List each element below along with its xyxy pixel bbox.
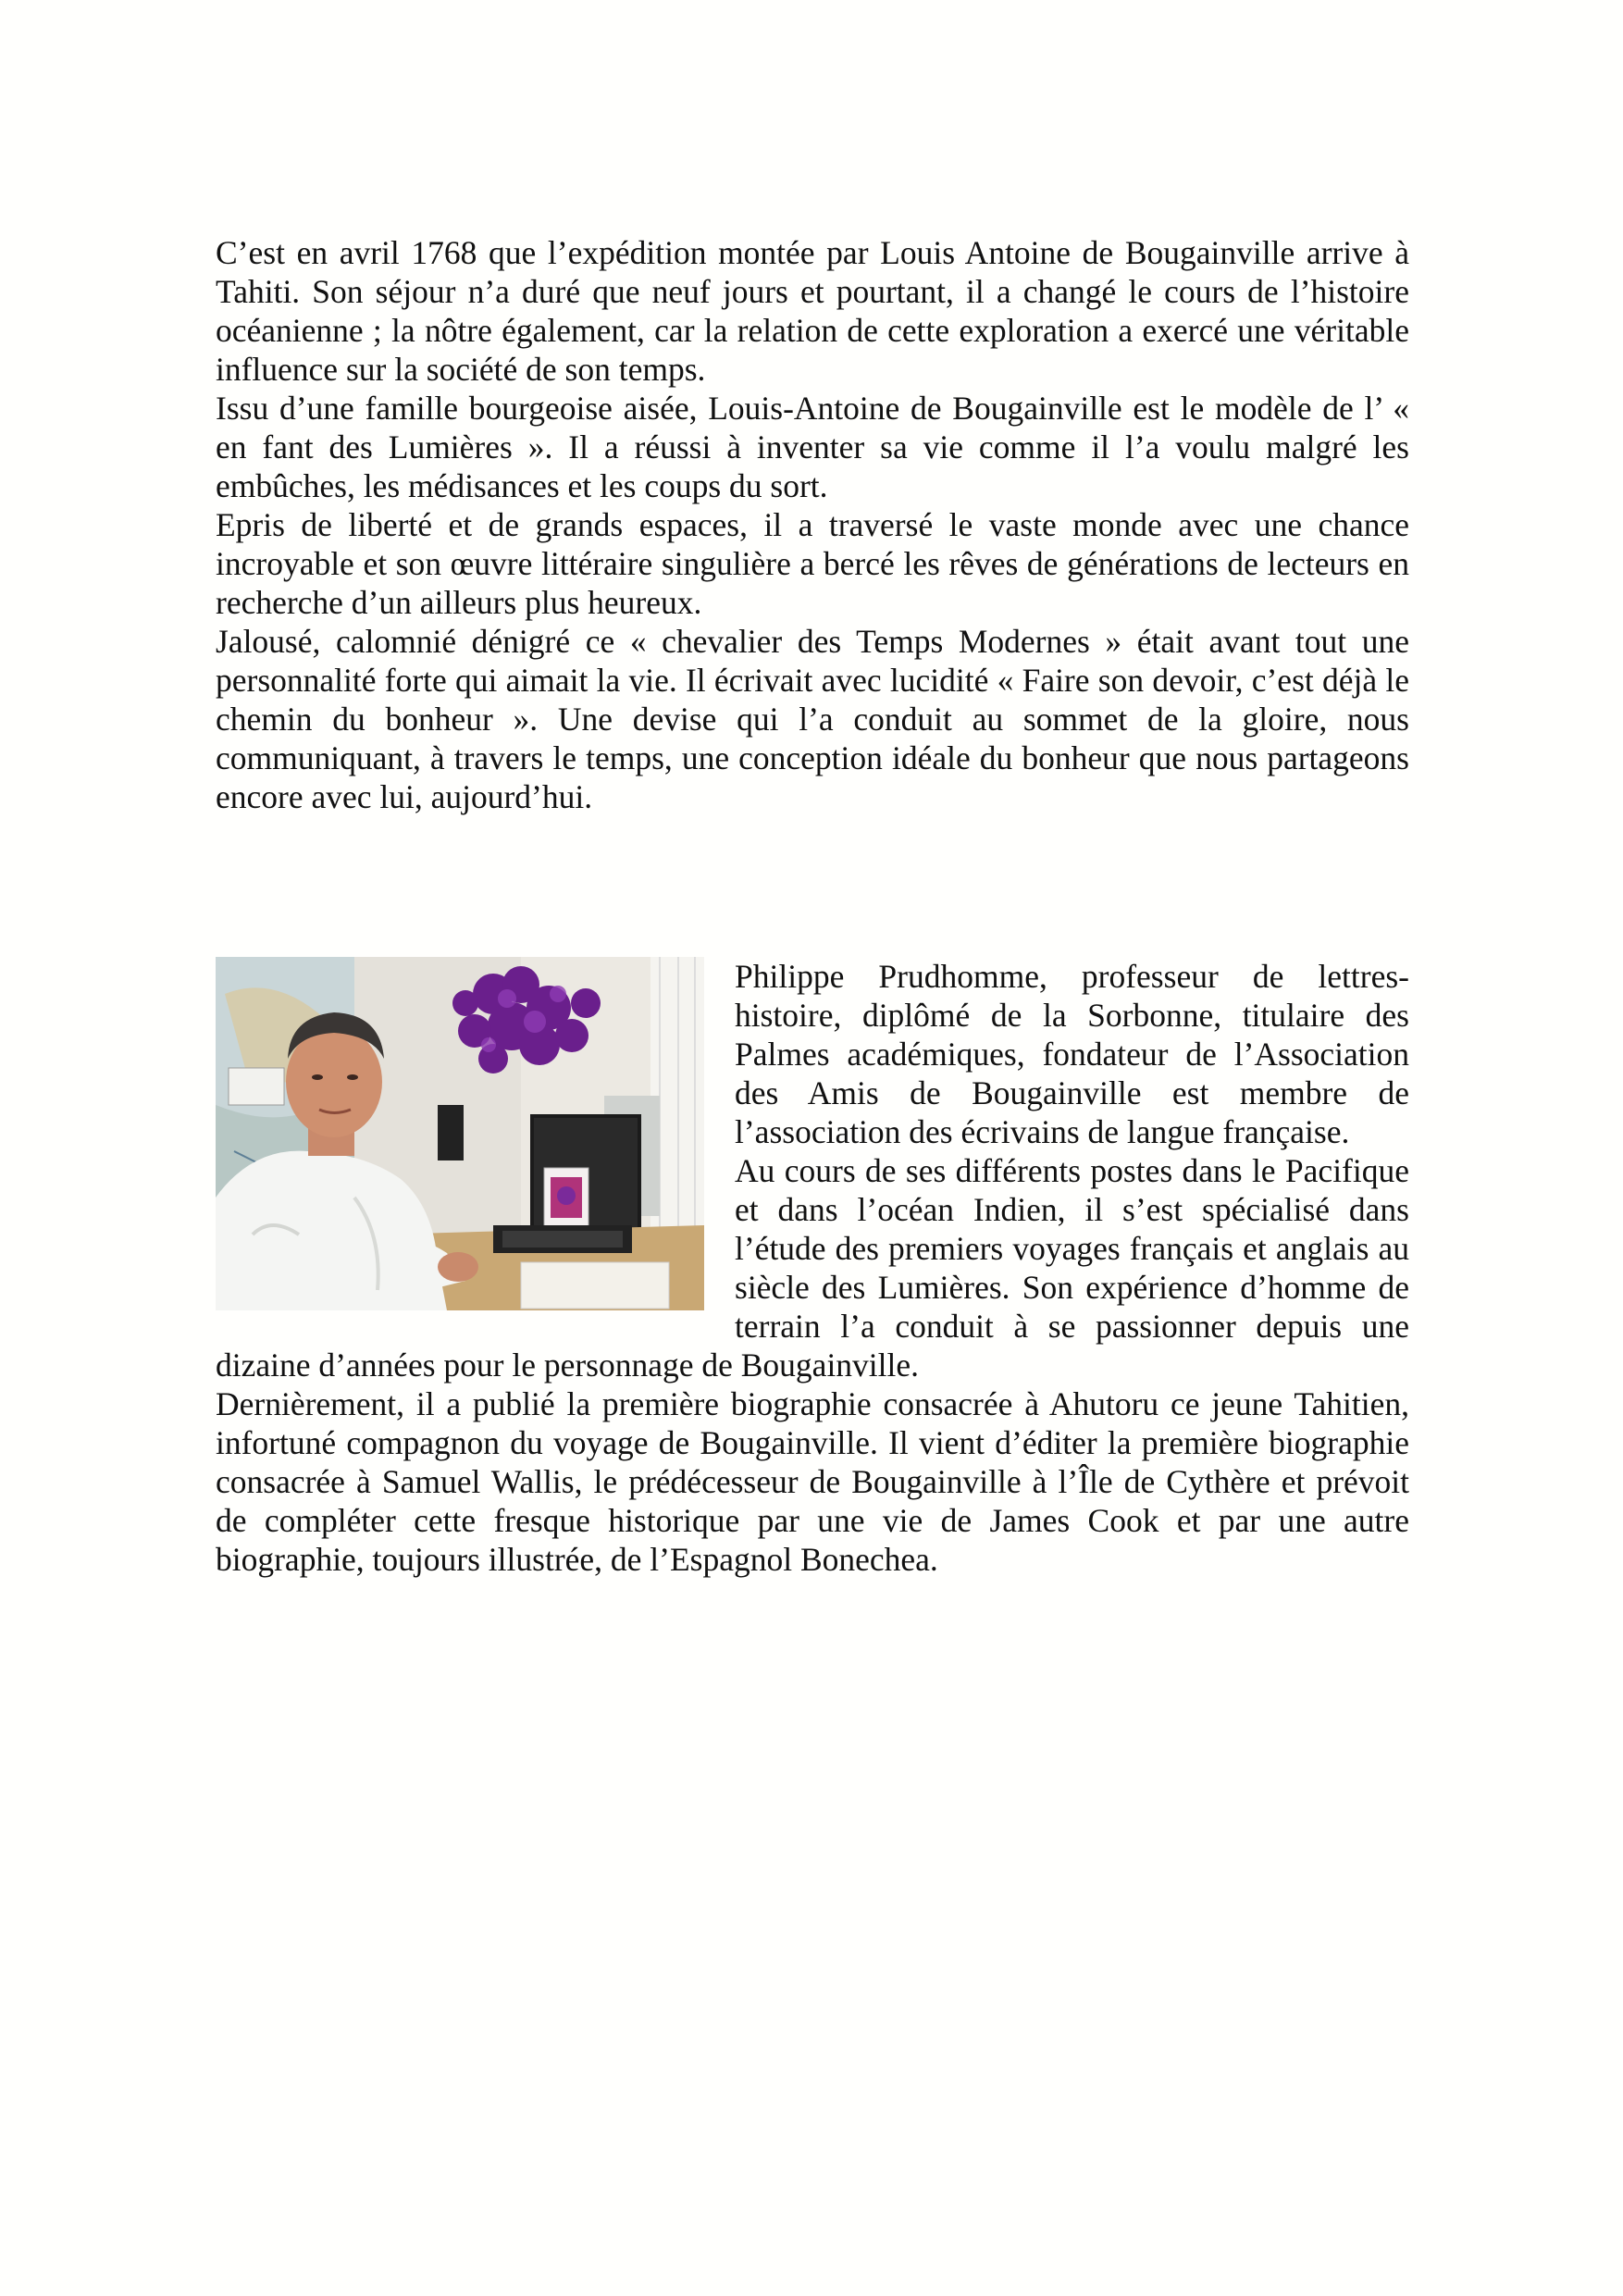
intro-paragraph-2: Issu d’une famille bourgeoise aisée, Louis-Antoine de Bougainville est le modèle de l’ « en fant des Lumières ». Il a réussi à inventer sa vie comme il l’a voulu malgré les embûches, les médisances et les coups du sort. (216, 390, 1409, 504)
intro-paragraph-1: C’est en avril 1768 que l’expédition montée par Louis Antoine de Bougainville arrive à Tahiti. Son séjour n’a duré que neuf jours et pourtant, il a changé le cours de l’histoire océanienne ; la nôtre également, car la relation de cette exploration a exercé une véritable influence sur la société de son temps. (216, 234, 1409, 388)
intro-paragraph-4: Jalousé, calomnié dénigré ce « chevalier des Temps Modernes » était avant tout une personnalité forte qui aimait la vie. Il écrivait avec lucidité « Faire son devoir, c’est déjà le chemin du bonheur ». Une devise qui l’a conduit au sommet de la gloire, nous communiquant, à travers le temps, une conception idéale du bonheur que nous partageons encore avec lui, aujourd’hui. (216, 623, 1409, 815)
intro-text (216, 233, 1409, 816)
author-paragraph-2: Au cours de ses différents postes dans le Pacifique et dans l’océan Indien, il s’est spécialisé dans l’étude des premiers voyages français et anglais au siècle des Lumières. Son expérience d’homme de terrain l’a conduit à se passionner depuis une dizaine d’années pour le personnage de Bougainville. (216, 1152, 1409, 1384)
author-photo (216, 957, 704, 1310)
author-paragraph-1: Philippe Prudhomme, professeur de lettres-histoire, diplômé de la Sorbonne, titulaire des Palmes académiques, fondateur de l’Association des Amis de Bougainville est membre de l’association des écrivains de langue française. (735, 958, 1409, 1150)
author-paragraph-3: Dernièrement, il a publié la première biographie consacrée à Ahutoru ce jeune Tahitien, infortuné compagnon du voyage de Bougainville. Il vient d’éditer la première biographie consacrée à Samuel Wallis, le prédécesseur de Bougainville à l’Île de Cythère et prévoit de compléter cette fresque historique par une vie de James Cook et par une autre biographie, toujours illustrée, de l’Espagnol Bonechea. (216, 1385, 1409, 1578)
intro-paragraph-3: Epris de liberté et de grands espaces, il a traversé le vaste monde avec une chance incroyable et son œuvre littéraire singulière a bercé les rêves de générations de lecteurs en recherche d’un ailleurs plus heureux. (216, 506, 1409, 621)
author-bio (216, 957, 1409, 1579)
